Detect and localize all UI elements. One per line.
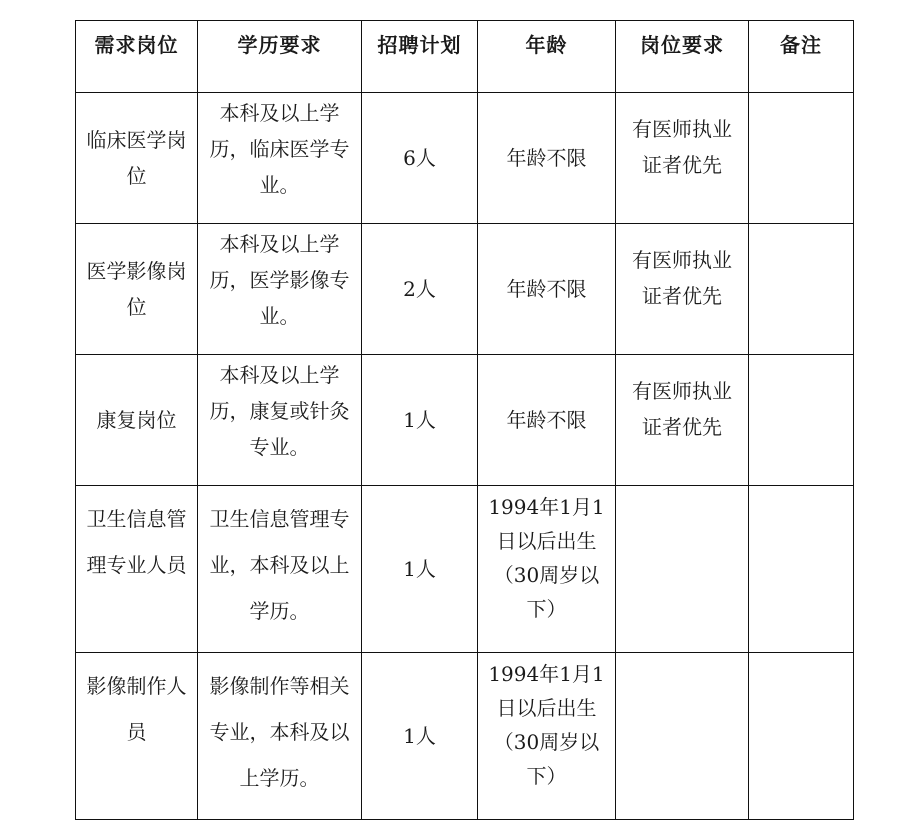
cell-requirement (616, 653, 749, 820)
cell-note (749, 653, 854, 820)
cell-requirement: 有医师执业证者优先 (616, 355, 749, 486)
cell-note (749, 486, 854, 653)
cell-plan: 2人 (362, 224, 478, 355)
cell-plan: 1人 (362, 653, 478, 820)
cell-requirement: 有医师执业证者优先 (616, 93, 749, 224)
cell-plan: 6人 (362, 93, 478, 224)
cell-education: 本科及以上学历，康复或针灸专业。 (198, 355, 362, 486)
header-position: 需求岗位 (76, 21, 198, 93)
cell-position: 康复岗位 (76, 355, 198, 486)
cell-age: 年龄不限 (478, 355, 616, 486)
cell-age: 1994年1月1日以后出生（30周岁以下） (478, 653, 616, 820)
cell-education: 本科及以上学历，临床医学专业。 (198, 93, 362, 224)
cell-plan: 1人 (362, 486, 478, 653)
table-row (76, 355, 854, 486)
cell-education: 本科及以上学历，医学影像专业。 (198, 224, 362, 355)
table-row (76, 486, 854, 653)
cell-education: 影像制作等相关专业，本科及以上学历。 (198, 653, 362, 820)
cell-age: 年龄不限 (478, 93, 616, 224)
header-plan: 招聘计划 (362, 21, 478, 93)
cell-position: 临床医学岗位 (76, 93, 198, 224)
cell-note (749, 355, 854, 486)
table-row (76, 224, 854, 355)
cell-age: 1994年1月1日以后出生（30周岁以下） (478, 486, 616, 653)
cell-position: 医学影像岗位 (76, 224, 198, 355)
cell-note (749, 224, 854, 355)
header-row (76, 21, 854, 93)
header-education: 学历要求 (198, 21, 362, 93)
cell-note (749, 93, 854, 224)
cell-age: 年龄不限 (478, 224, 616, 355)
cell-education: 卫生信息管理专业，本科及以上学历。 (198, 486, 362, 653)
cell-plan: 1人 (362, 355, 478, 486)
header-note: 备注 (749, 21, 854, 93)
cell-position: 影像制作人员 (76, 653, 198, 820)
cell-requirement: 有医师执业证者优先 (616, 224, 749, 355)
cell-requirement (616, 486, 749, 653)
recruitment-table (75, 20, 854, 820)
table-row (76, 653, 854, 820)
header-age: 年龄 (478, 21, 616, 93)
table-row (76, 93, 854, 224)
header-requirement: 岗位要求 (616, 21, 749, 93)
cell-position: 卫生信息管理专业人员 (76, 486, 198, 653)
